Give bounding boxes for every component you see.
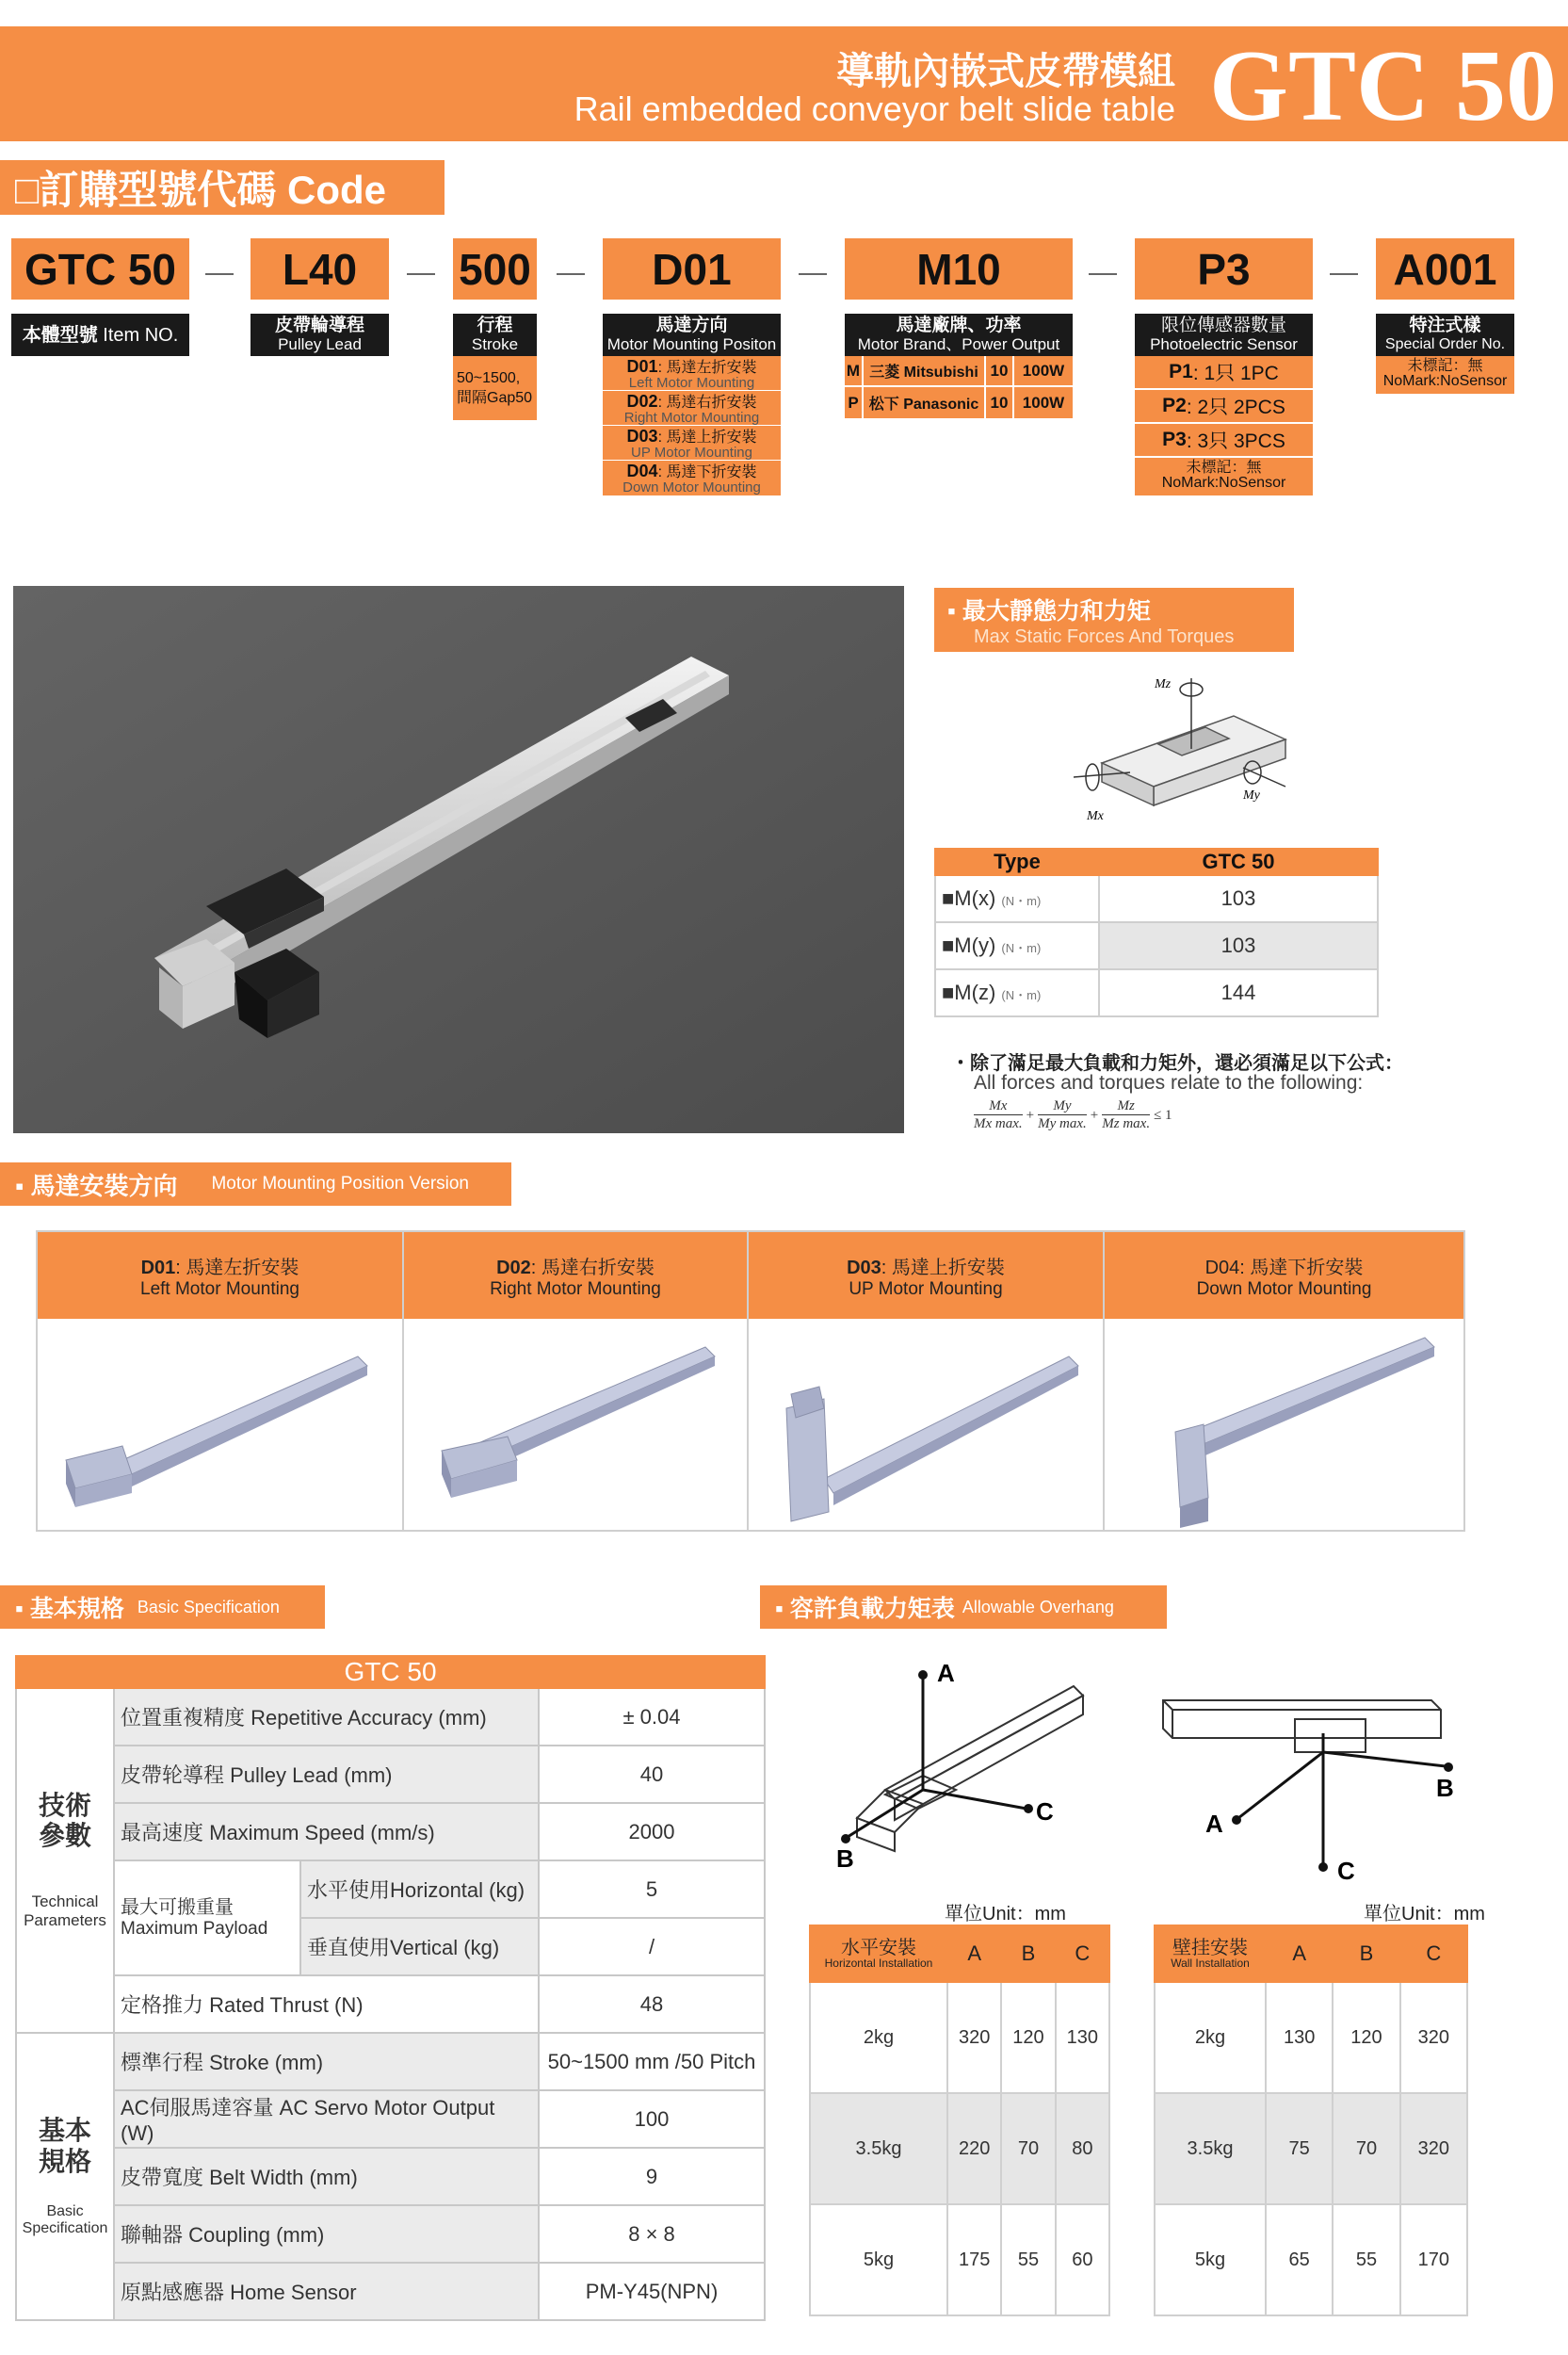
slide-table-image	[13, 586, 904, 1133]
table-row: 技術參數 Technical Parameters 位置重複精度 Repetitive Accuracy (mm) ± 0.04	[16, 1688, 765, 1746]
unit-wall: 單位Unit：mm	[1364, 1904, 1485, 1925]
title-en: Rail embedded conveyor belt slide table	[574, 89, 1175, 128]
table-row: 基本規格 Basic Specification 標準行程 Stroke (mm) 50~1500 mm /50 Pitch	[16, 2033, 765, 2090]
d04-image	[1105, 1319, 1463, 1530]
code-label-motor-pos	[603, 314, 781, 356]
stroke-note	[453, 356, 537, 420]
label-en: Stroke	[471, 334, 519, 353]
group-basic: 基本規格 Basic Specification	[16, 2033, 114, 2320]
mounting-table	[36, 1230, 1465, 1532]
dash	[1089, 273, 1117, 275]
label-en: Special Order No.	[1384, 335, 1506, 352]
wall-overhang-diagram	[1149, 1686, 1497, 1884]
mz-label: Mz	[1155, 677, 1172, 691]
table-row: 最大可搬重量 Maximum Payload 水平使用Horizontal (kg) 5	[16, 1860, 765, 1918]
sensor-nomark: 未標記：無 NoMark:NoSensor	[1135, 458, 1313, 495]
table-row: ■M(y) (N・m) 103	[935, 922, 1378, 969]
table-row: ■M(x) (N・m) 103	[935, 875, 1378, 922]
label-en: Photoelectric Sensor	[1150, 334, 1298, 353]
model-title: GTC 50	[1208, 30, 1557, 142]
spec-header: GTC 50	[16, 1656, 765, 1688]
label-en: Motor Brand、Power Output	[857, 334, 1060, 353]
label-cn: 馬達方向	[655, 316, 728, 335]
option-p3: P3 : 3只 3PCS	[1135, 424, 1313, 458]
title-cn: 導軌內嵌式皮帶模組	[836, 51, 1175, 92]
label-en: Motor Mounting Positon	[606, 334, 777, 353]
code-item-sensor: P3	[1135, 238, 1313, 300]
mounting-col-d02: D02: 馬達右折安裝 Right Motor Mounting	[404, 1232, 749, 1530]
unit-horizontal: 單位Unit：mm	[945, 1904, 1066, 1925]
option-d01: D01: 馬達左折安裝 Left Motor Mounting	[603, 356, 781, 391]
dash	[799, 273, 827, 275]
code-item-special: A001	[1376, 238, 1514, 300]
static-forces-title: ▪ 最大靜態力和力矩 Max Static Forces And Torques	[934, 588, 1294, 652]
label-cn: 特注式樣	[1409, 316, 1481, 335]
mx-label: Mx	[1087, 809, 1104, 823]
label-en: Pulley Lead	[278, 334, 362, 353]
dash	[407, 273, 435, 275]
force-note-en: All forces and torques relate to the following:	[974, 1072, 1364, 1094]
code-label-sensor	[1135, 314, 1313, 356]
moment-diagram	[1064, 659, 1309, 829]
code-label-model	[11, 314, 189, 356]
mounting-col-d03: D03: 馬達上折安裝 UP Motor Mounting	[749, 1232, 1105, 1530]
d03-image	[749, 1319, 1105, 1530]
force-formula: Mx Mx max. + My My max. + Mz Mz max. ≤ 1	[974, 1098, 1172, 1131]
option-mitsubishi: M 三菱 Mitsubishi 10 100W	[845, 356, 1073, 387]
label-b: B	[836, 1844, 854, 1873]
title-en: Max Static Forces And Torques	[974, 625, 1235, 647]
code-label-special	[1376, 314, 1514, 356]
option-d04: D04: 馬達下折安裝 Down Motor Mounting	[622, 462, 761, 495]
table-row: 5kg 65 55 170	[1155, 2204, 1467, 2315]
table-row: 定格推力 Rated Thrust (N) 48	[16, 1975, 765, 2033]
dash	[205, 273, 234, 275]
motor-brand-options	[845, 356, 1073, 418]
label-a: A	[937, 1659, 955, 1687]
label-cn: 皮帶輪導程	[274, 316, 364, 335]
dash	[1330, 273, 1358, 275]
label-c: C	[1036, 1797, 1054, 1826]
title-cn: 最大靜態力和力矩	[962, 597, 1151, 625]
table-row: AC伺服馬達容量 AC Servo Motor Output (W) 100	[16, 2090, 765, 2148]
code-item-model: GTC 50	[11, 238, 189, 300]
product-photo	[13, 586, 904, 1133]
table-row: 2kg 130 120 320	[1155, 1982, 1467, 2093]
label-b: B	[1436, 1774, 1454, 1802]
motor-pos-options	[603, 356, 781, 495]
d02-image	[404, 1319, 749, 1530]
d01-image	[38, 1319, 404, 1530]
sensor-options	[1135, 356, 1313, 495]
table-row: 2kg 320 120 130	[810, 1982, 1109, 2093]
dash	[557, 273, 585, 275]
table-row: 3.5kg 75 70 320	[1155, 2093, 1467, 2204]
basic-spec-title: ▪ 基本規格 Basic Specification	[0, 1585, 325, 1629]
special-nomark: 未標記：無 NoMark:NoSensor	[1376, 356, 1514, 394]
option-d02: D02: 馬達右折安裝 Right Motor Mounting	[603, 391, 781, 426]
force-note-cn: ・除了滿足最大負載和力矩外，還必須滿足以下公式：	[951, 1053, 1403, 1074]
table-row: 垂直使用Vertical (kg) /	[16, 1918, 765, 1975]
table-row: 最高速度 Maximum Speed (mm/s) 2000	[16, 1803, 765, 1860]
code-label-motor-brand	[845, 314, 1073, 356]
mounting-col-d01: D01: 馬達左折安裝 Left Motor Mounting	[38, 1232, 404, 1530]
label-cn: 限位傳感器數量	[1160, 316, 1286, 335]
static-forces-table	[934, 848, 1379, 1017]
code-item-motor-pos: D01	[603, 238, 781, 300]
label-cn: 馬達廠牌、功率	[896, 316, 1022, 335]
horizontal-overhang-diagram	[829, 1658, 1111, 1884]
code-item-motor-brand: M10	[845, 238, 1073, 300]
code-item-stroke: 500	[453, 238, 537, 300]
col-type: Type	[935, 849, 1099, 875]
horizontal-overhang-table: 水平安裝 Horizontal Installation A B C 2kg 320 120 130 3.5kg 220 70 80 5kg 175 55 60	[809, 1925, 1110, 2316]
label-en: Item NO.	[103, 324, 179, 346]
my-label: My	[1243, 788, 1260, 803]
stroke-gap: 間隔Gap50	[457, 389, 533, 406]
mounting-title: ▪ 馬達安裝方向 Motor Mounting Position Version	[0, 1162, 511, 1206]
table-row: ■M(z) (N・m) 144	[935, 969, 1378, 1016]
code-item-lead: L40	[251, 238, 389, 300]
table-row: 原點感應器 Home Sensor PM-Y45(NPN)	[16, 2263, 765, 2320]
table-row: 3.5kg 220 70 80	[810, 2093, 1109, 2204]
stroke-range: 50~1500,	[457, 370, 521, 386]
label-cn: 行程	[477, 316, 513, 335]
label-c: C	[1337, 1857, 1355, 1884]
code-label-stroke	[453, 314, 537, 356]
group-technical: 技術參數 Technical Parameters	[16, 1688, 114, 2033]
table-row: 皮帶轮導程 Pulley Lead (mm) 40	[16, 1746, 765, 1803]
code-label-lead	[251, 314, 389, 356]
code-section-title: □訂購型號代碼 Code	[0, 160, 445, 215]
wall-head: 壁挂安裝 Wall Installation	[1155, 1925, 1266, 1982]
option-d03: D03: 馬達上折安裝 UP Motor Mounting	[603, 426, 781, 461]
option-panasonic: P 松下 Panasonic 10 100W	[845, 387, 1073, 418]
label-a: A	[1205, 1810, 1223, 1838]
table-row: 5kg 175 55 60	[810, 2204, 1109, 2315]
basic-spec-table	[15, 1655, 766, 2321]
option-p2: P2 : 2只 2PCS	[1135, 390, 1313, 424]
table-row: 皮帶寬度 Belt Width (mm) 9	[16, 2148, 765, 2205]
wall-overhang-table: 壁挂安裝 Wall Installation A B C 2kg 130 120 320 3.5kg 75 70 320 5kg 65 55 170	[1154, 1925, 1468, 2316]
payload-label: 最大可搬重量 Maximum Payload	[114, 1860, 300, 1975]
mounting-col-d04: D04: 馬達下折安裝 Down Motor Mounting	[1105, 1232, 1463, 1530]
horizontal-head: 水平安裝 Horizontal Installation	[810, 1925, 947, 1982]
col-model: GTC 50	[1099, 849, 1378, 875]
overhang-title: ▪ 容許負載力矩表 Allowable Overhang	[760, 1585, 1167, 1629]
option-p1: P1 : 1只 1PC	[1135, 356, 1313, 390]
label-cn: 本體型號	[22, 324, 98, 346]
table-row: 聯軸器 Coupling (mm) 8 × 8	[16, 2205, 765, 2263]
